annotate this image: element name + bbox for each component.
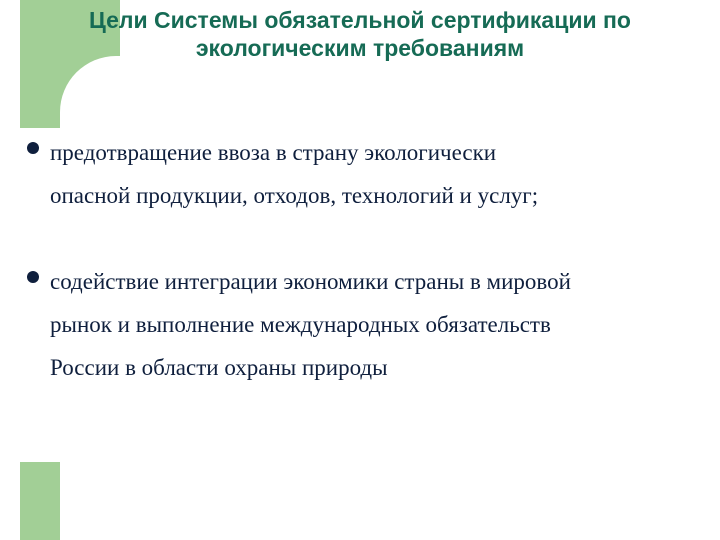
bullet-dot-icon — [27, 271, 39, 283]
bullet-text-line: рынок и выполнение международных обязательств — [50, 312, 551, 337]
slide-title — [20, 6, 700, 62]
slide-title-line-1: Цели Системы обязательной сертификации по — [89, 7, 631, 33]
bullet-item-economic-integration — [22, 260, 702, 389]
bullet-item-import-prevention — [22, 131, 702, 217]
bullet-text-line: содействие интеграции экономики страны в мировой — [50, 269, 571, 294]
bullet-text-line: опасной продукции, отходов, технологий и услуг; — [50, 183, 539, 208]
bullet-text-line: предотвращение ввоза в страну экологически — [50, 140, 497, 165]
bullet-list — [22, 131, 702, 389]
bullet-dot-icon — [27, 142, 39, 154]
slide-title-line-2: экологическим требованиям — [195, 35, 525, 61]
bullet-text-line: России в области охраны природы — [50, 355, 388, 380]
